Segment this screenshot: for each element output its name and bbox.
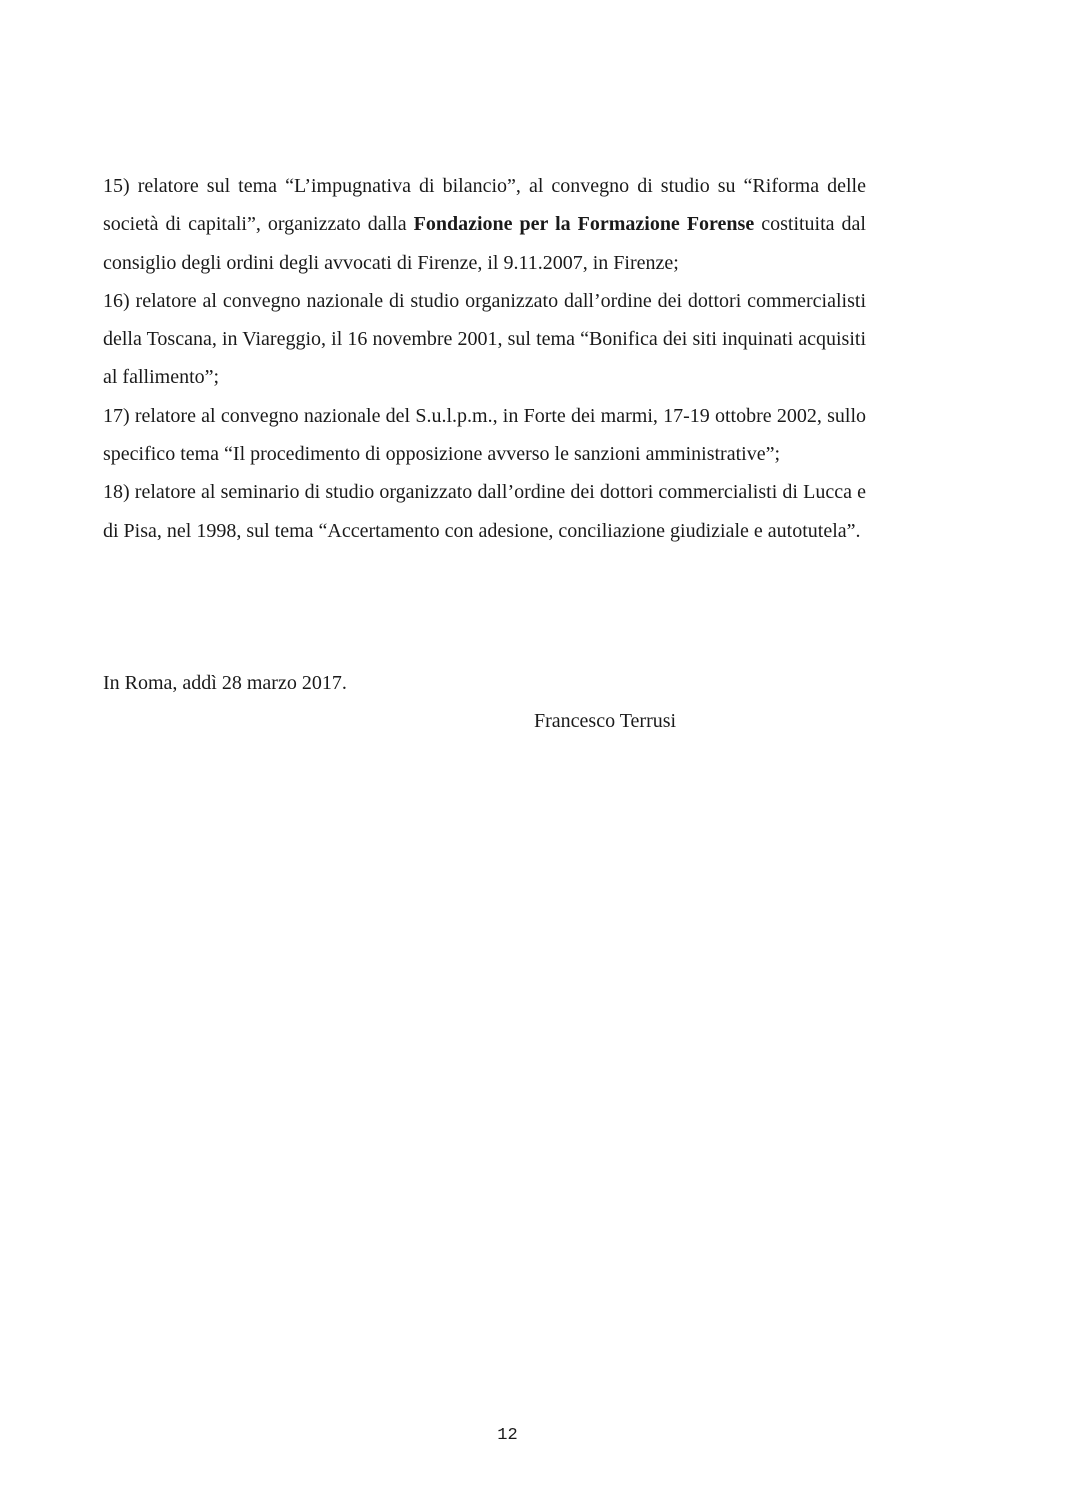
list-item-17: 17) relatore al convegno nazionale del S.u.l.p.m., in Forte dei marmi, 17-19 ottobre 2002, sullo specifico tema “Il procedimento di opposizione avverso le sanzioni amministrative”; [103, 404, 866, 466]
item-15-bold-organization: Fondazione per la Formazione Forense [413, 213, 755, 236]
signature-name: Francesco Terrusi [534, 710, 677, 732]
item-15-text-start: 15) relatore sul tema “L’impugnativa di bilancio”, al convegno di studio su “Riforma delle società di capitali”, organizzato dalla [103, 175, 866, 236]
item-15-text-end: costituita dal consiglio degli ordini degli avvocati di Firenze, il 9.11.2007, in Firenze; [103, 213, 866, 274]
place-and-date: In Roma, addì 28 marzo 2017. [103, 672, 347, 694]
document-body [103, 167, 866, 550]
list-item-18: 18) relatore al seminario di studio organizzato dall’ordine dei dottori commercialisti di Lucca e di Pisa, nel 1998, sul tema “Accertamento con adesione, conciliazione giudiziale e autotutela”. [103, 481, 866, 542]
page-number: 12 [497, 1426, 518, 1445]
list-item-16: 16) relatore al convegno nazionale di studio organizzato dall’ordine dei dottori commercialisti della Toscana, in Viareggio, il 16 novembre 2001, sul tema “Bonifica dei siti inquinati acquisiti al fallimento”; [103, 289, 866, 389]
list-item-15 [103, 167, 866, 282]
